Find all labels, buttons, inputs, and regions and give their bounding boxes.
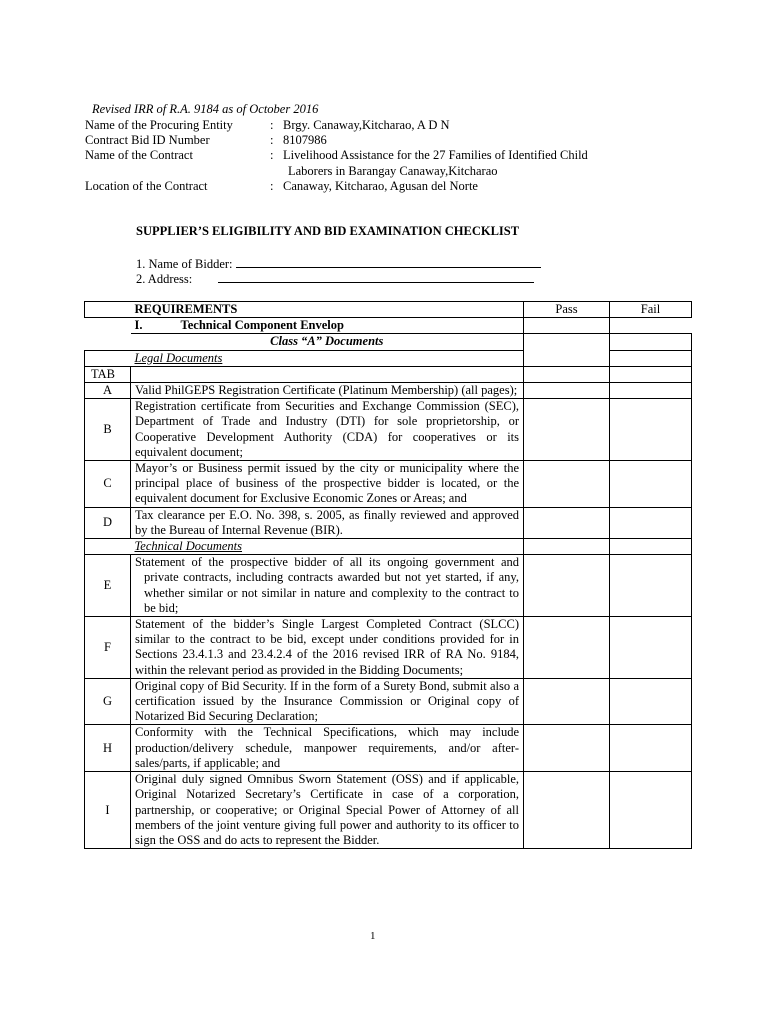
pass-cell[interactable] — [524, 678, 610, 725]
fail-cell[interactable] — [610, 399, 692, 461]
pass-cell[interactable] — [524, 461, 610, 508]
tab-letter: I — [85, 772, 131, 849]
table-row — [85, 725, 692, 772]
location-label: Location of the Contract — [85, 179, 208, 193]
bidder-name-label: 1. Name of Bidder: — [136, 257, 233, 271]
tab-letter: G — [85, 678, 131, 725]
table-row — [85, 507, 692, 538]
pass-cell[interactable] — [524, 507, 610, 538]
tab-letter: A — [85, 383, 131, 399]
section-number: I. — [134, 318, 143, 333]
bid-id-label: Contract Bid ID Number — [85, 133, 210, 147]
entity-value: Brgy. Canaway,Kitcharao, A D N — [283, 118, 450, 132]
pass-cell[interactable] — [524, 399, 610, 461]
requirement-text: Conformity with the Technical Specifications, which may include production/delivery schedule, manpower requirements, and/or after-sales/parts, if applicable; and — [131, 725, 524, 772]
pass-header: Pass — [524, 302, 610, 318]
table-row — [85, 555, 692, 617]
bidder-name-row — [136, 256, 541, 272]
pass-cell[interactable] — [524, 725, 610, 772]
requirement-text: Tax clearance per E.O. No. 398, s. 2005, as finally reviewed and approved by the Bureau of Internal Revenue (BIR). — [131, 507, 524, 538]
pass-cell[interactable] — [524, 772, 610, 849]
page-title: SUPPLIER’S ELIGIBILITY AND BID EXAMINATION CHECKLIST — [136, 224, 520, 238]
fail-cell[interactable] — [610, 772, 692, 849]
pass-cell[interactable] — [524, 383, 610, 399]
contract-value-line1: Livelihood Assistance for the 27 Families of Identified Child — [283, 148, 588, 162]
fail-cell[interactable] — [610, 555, 692, 617]
technical-docs-heading: Technical Documents — [131, 539, 524, 555]
tab-letter: B — [85, 399, 131, 461]
bidder-address-field[interactable] — [218, 271, 534, 283]
tab-letter: D — [85, 507, 131, 538]
page-number: 1 — [370, 930, 376, 942]
contract-label: Name of the Contract — [85, 148, 193, 162]
tab-letter: H — [85, 725, 131, 772]
requirement-text: Original copy of Bid Security. If in the form of a Surety Bond, submit also a certification issued by the Insurance Commission or Original copy of Notarized Bid Securing Declaration; — [131, 678, 524, 725]
fail-cell[interactable] — [610, 678, 692, 725]
table-row — [85, 461, 692, 508]
fail-cell[interactable] — [610, 617, 692, 679]
bidder-name-field[interactable] — [236, 256, 541, 268]
section-heading — [131, 318, 524, 334]
tab-column-label: TAB — [85, 366, 131, 382]
location-value: Canaway, Kitcharao, Agusan del Norte — [283, 179, 478, 193]
section-fail-cell[interactable] — [610, 318, 692, 334]
requirement-text: Statement of the bidder’s Single Largest Completed Contract (SLCC) similar to the contract to be bid, except under conditions provided for in Sections 23.4.1.3 and 23.4.2.4 of the 2016 revised IRR of RA No. 9184, within the relevant period as provided in the Bidding Documents; — [131, 617, 524, 679]
fail-cell[interactable] — [610, 507, 692, 538]
table-row — [85, 772, 692, 849]
pass-cell[interactable] — [524, 555, 610, 617]
bid-id-value: 8107986 — [283, 133, 327, 147]
contract-value-line2: Laborers in Barangay Canaway,Kitcharao — [288, 164, 498, 178]
class-a-fail-cell[interactable] — [610, 334, 692, 350]
entity-label: Name of the Procuring Entity — [85, 118, 233, 132]
section-title: Technical Component Envelop — [180, 318, 344, 333]
legal-docs-fail-cell[interactable] — [610, 350, 692, 366]
location-colon: : — [270, 179, 274, 193]
requirement-text: Statement of the prospective bidder of all its ongoing government and private contracts, including contracts awarded but not yet started, if any, whether similar or not similar in nature and complexity to the contract to be bid; — [131, 555, 524, 617]
bidder-address-label: 2. Address: — [136, 272, 193, 286]
fail-header: Fail — [610, 302, 692, 318]
checklist-table — [84, 301, 692, 849]
table-row — [85, 678, 692, 725]
legal-docs-heading: Legal Documents — [131, 350, 524, 366]
pass-cell[interactable] — [524, 617, 610, 679]
requirement-text: Registration certificate from Securities and Exchange Commission (SEC), Department of Trade and Industry (DTI) for sole proprietorship, or Cooperative Development Authority (CDA) for cooperatives or its equivalent document; — [131, 399, 524, 461]
fail-cell[interactable] — [610, 725, 692, 772]
table-row — [85, 399, 692, 461]
table-row — [85, 383, 692, 399]
class-a-row — [85, 334, 692, 350]
tab-letter: F — [85, 617, 131, 679]
bid-id-colon: : — [270, 133, 274, 147]
fail-cell[interactable] — [610, 461, 692, 508]
requirements-header: REQUIREMENTS — [131, 302, 524, 318]
technical-docs-row — [85, 539, 692, 555]
requirement-text: Valid PhilGEPS Registration Certificate (Platinum Membership) (all pages); — [131, 383, 524, 399]
section-row — [85, 318, 692, 334]
entity-colon: : — [270, 118, 274, 132]
requirement-text: Mayor’s or Business permit issued by the city or municipality where the principal place of business of the prospective bidder is located, or the equivalent document for Exclusive Economic Zones or Areas; and — [131, 461, 524, 508]
requirement-text: Original duly signed Omnibus Sworn Statement (OSS) and if applicable, Original Notarized Secretary’s Certificate in case of a corporation, partnership, or cooperative; or Original Special Power of Attorney of all members of the joint venture giving full power and authority to its officer to sign the OSS and do acts to represent the Bidder. — [131, 772, 524, 849]
fail-cell[interactable] — [610, 383, 692, 399]
tab-label-row — [85, 366, 692, 382]
class-a-heading: Class “A” Documents — [131, 334, 524, 350]
table-row — [85, 617, 692, 679]
legal-docs-row — [85, 350, 692, 366]
table-header-row — [85, 302, 692, 318]
section-pass-cell[interactable] — [524, 318, 610, 334]
revised-irr-line: Revised IRR of R.A. 9184 as of October 2016 — [92, 102, 319, 116]
tab-letter: C — [85, 461, 131, 508]
contract-colon: : — [270, 148, 274, 162]
bidder-address-row — [136, 271, 534, 287]
tab-letter: E — [85, 555, 131, 617]
